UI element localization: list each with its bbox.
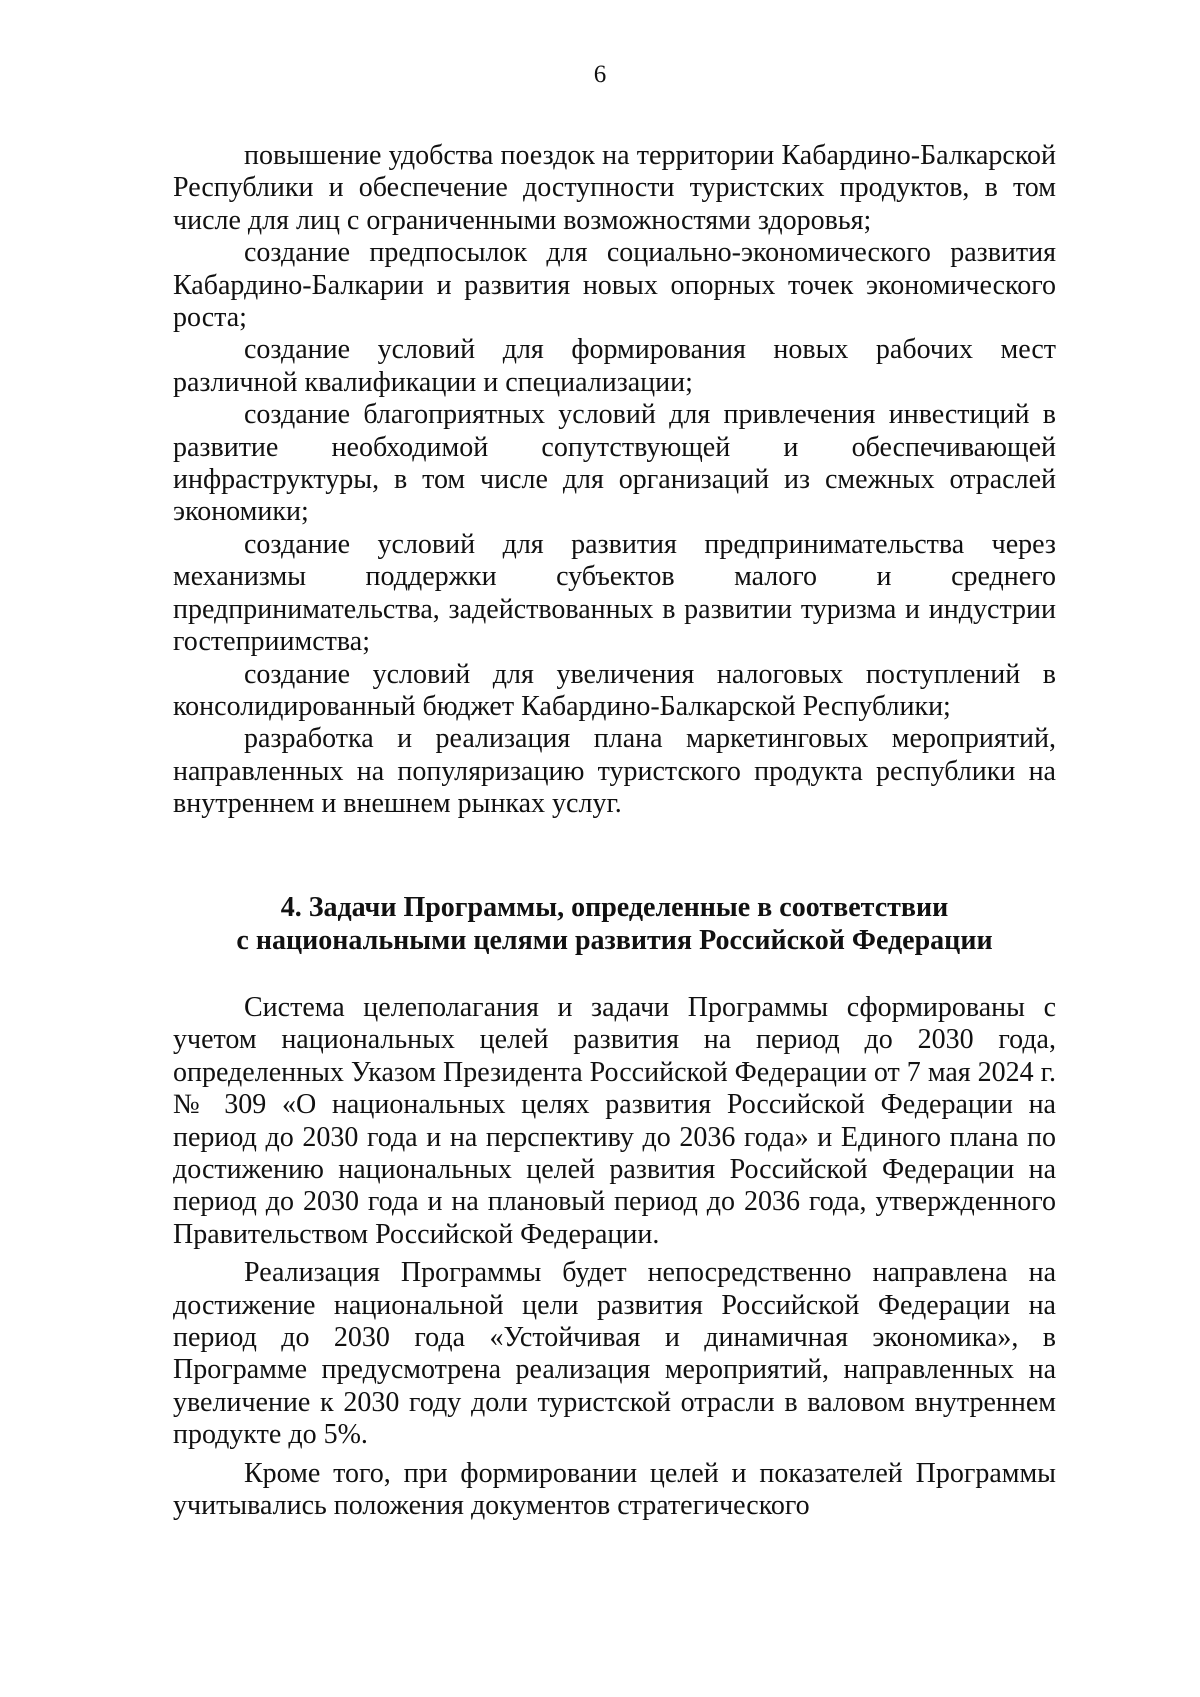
section-heading-line-2: с национальными целями развития Российской Федерации <box>236 925 993 956</box>
section-heading-line-1: 4. Задачи Программы, определенные в соответствии <box>280 892 949 923</box>
paragraph-strategic-documents: Кроме того, при формировании целей и показателей Программы учитывались положения документов стратегического <box>173 1457 1056 1522</box>
page-number: 6 <box>593 61 607 88</box>
paragraph-tax-revenue: создание условий для увеличения налоговых поступлений в консолидированный бюджет Кабардино-Балкарской Республики; <box>173 658 1056 722</box>
goals-list <box>173 140 1056 821</box>
paragraph-marketing-plan: разработка и реализация плана маркетинговых мероприятий, направленных на популяризацию туристского продукта республики на внутреннем и внешнем рынках услуг. <box>173 723 1056 820</box>
paragraph-goal-setting: Система целеполагания и задачи Программы сформированы с учетом национальных целей развития на период до 2030 года, определенных Указом Президента Российской Федерации от 7 мая 2024 г. № 309 «О национальных целях развития Российской Федерации на период до 2030 года и на перспективу до 2036 года» и Единого плана по достижению национальных целей развития Российской Федерации на период до 2030 года и на плановый период до 2036 года, утвержденного Правительством Российской Федерации. <box>173 992 1056 1250</box>
section-heading <box>173 891 1056 957</box>
paragraph-new-jobs: создание условий для формирования новых рабочих мест различной квалификации и специализации; <box>173 334 1056 398</box>
section-body <box>173 992 1056 1523</box>
paragraph-travel-convenience: повышение удобства поездок на территории Кабардино-Балкарской Республики и обеспечение доступности туристских продуктов, в том числе для лиц с ограниченными возможностями здоровья; <box>173 140 1056 236</box>
paragraph-investment-conditions: создание благоприятных условий для привлечения инвестиций в развитие необходимой сопутствующей и обеспечивающей инфраструктуры, в том числе для организаций из смежных отраслей экономики; <box>173 399 1056 528</box>
paragraph-economic-development: создание предпосылок для социально-экономического развития Кабардино-Балкарии и развития новых опорных точек экономического роста; <box>173 237 1056 334</box>
paragraph-program-implementation: Реализация Программы будет непосредственно направлена на достижение национальной цели развития Российской Федерации на период до 2030 года «Устойчивая и динамичная экономика», в Программе предусмотрена реализация мероприятий, направленных на увеличение к 2030 году доли туристской отрасли в валовом внутреннем продукте до 5%. <box>173 1257 1056 1451</box>
paragraph-entrepreneurship: создание условий для развития предпринимательства через механизмы поддержки субъектов малого и среднего предпринимательства, задействованных в развитии туризма и индустрии гостеприимства; <box>173 528 1056 658</box>
